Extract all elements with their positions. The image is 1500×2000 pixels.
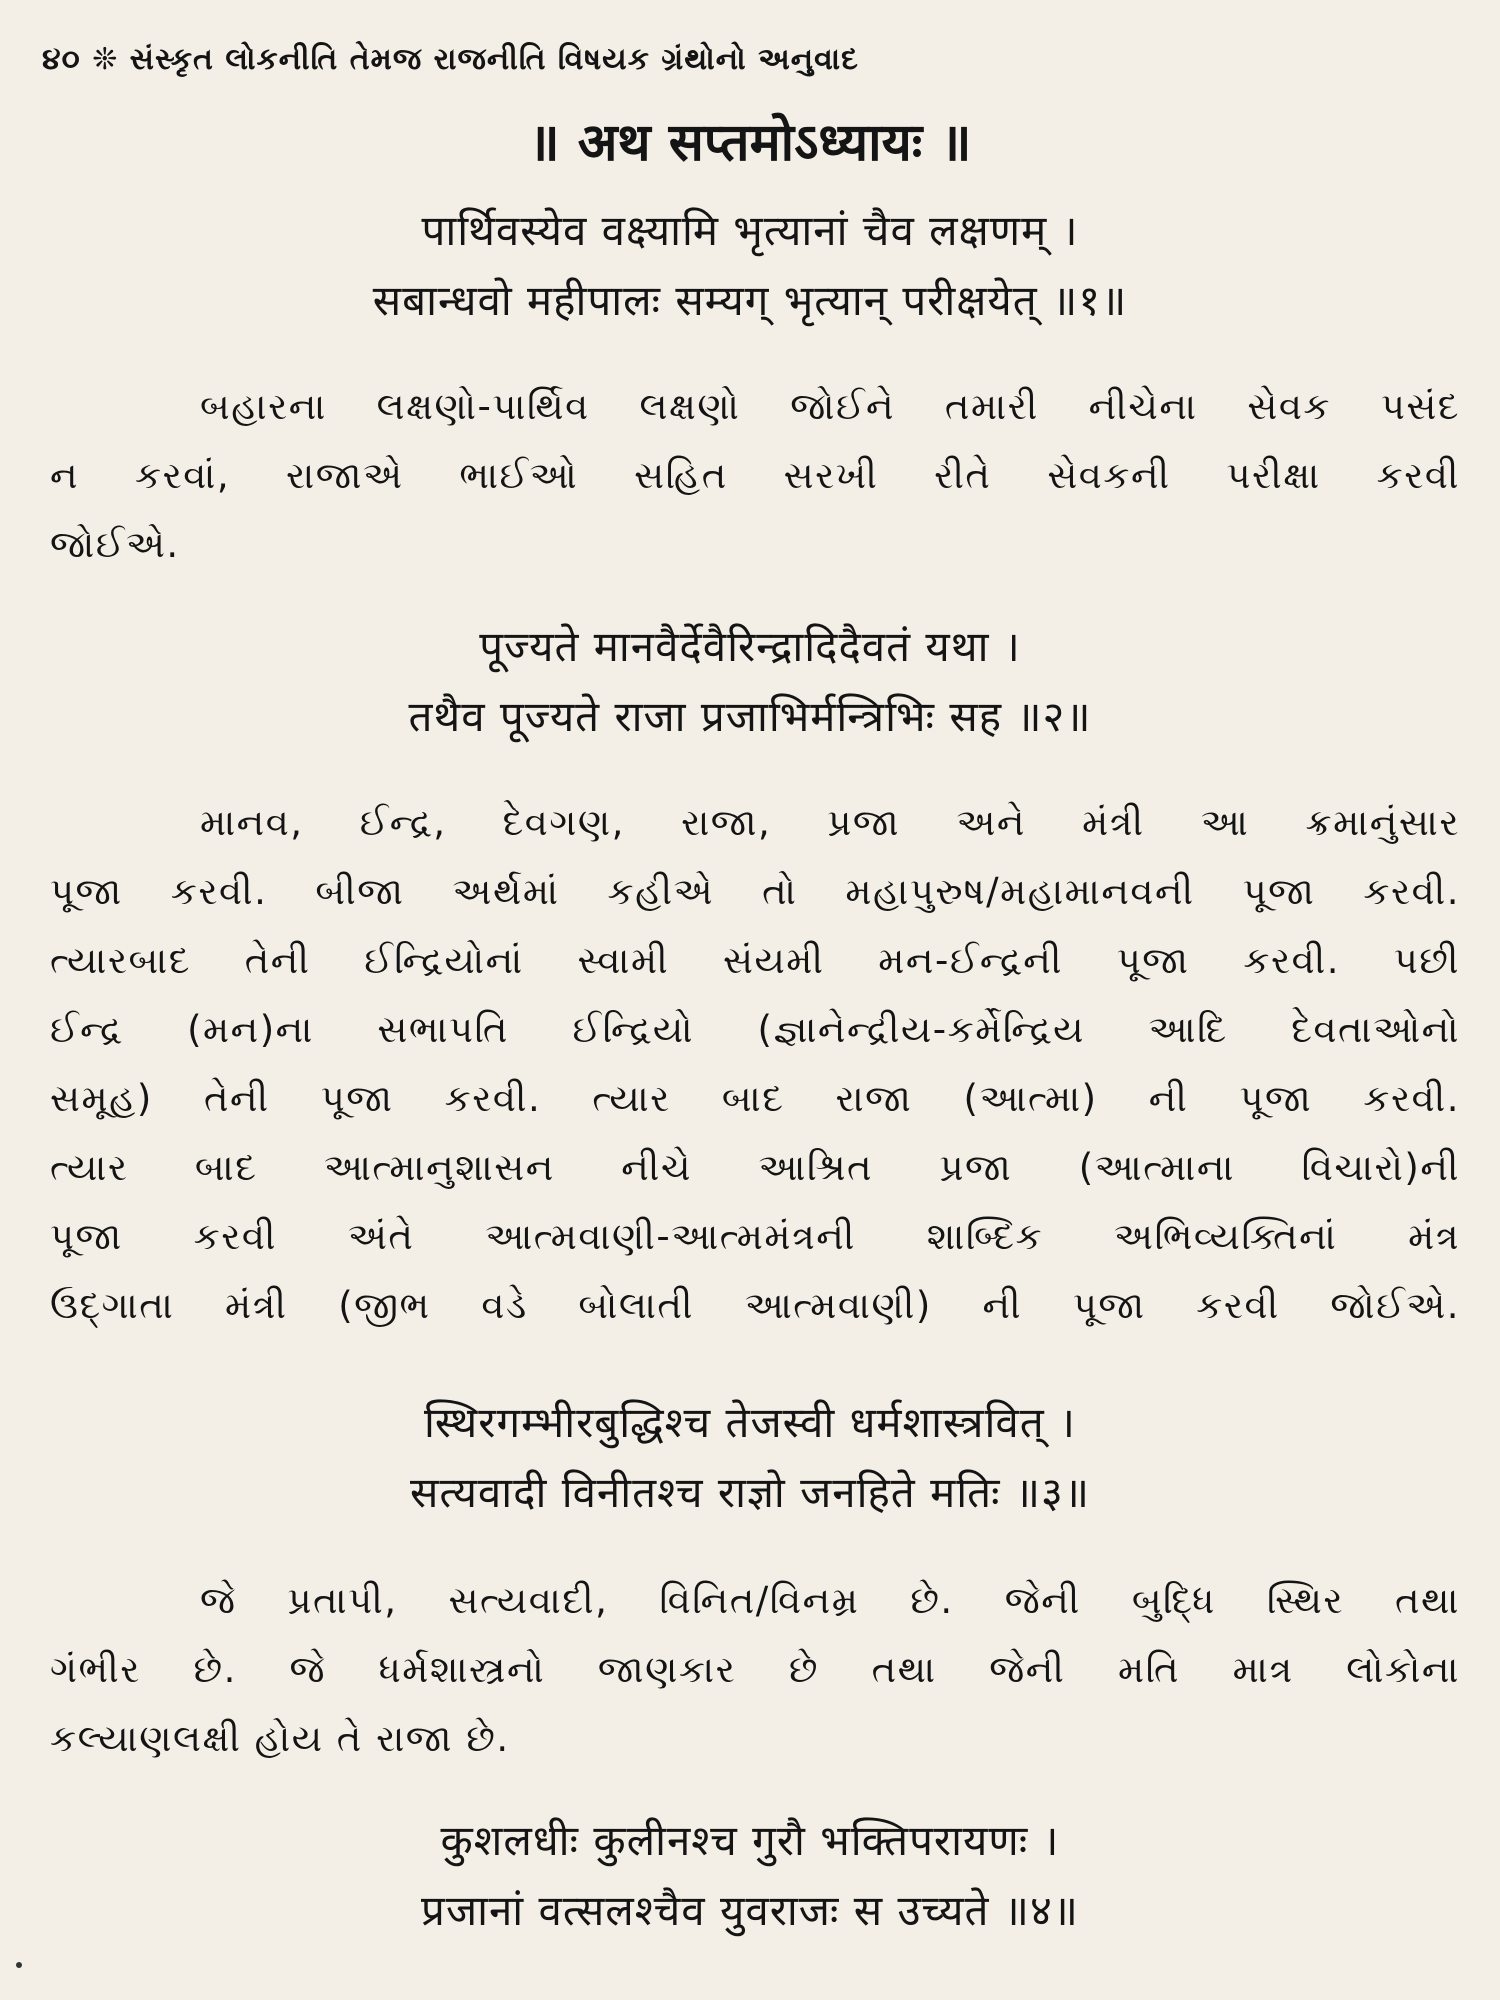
verse-2 bbox=[0, 612, 1500, 752]
verse-4-line-2: प्रजानां वत्सलश्चैव युवराजः स उच्यते ॥४॥ bbox=[421, 1886, 1079, 1935]
translation-1-line-2: ન કરવાં, રાજાએ ભાઈઓ સહિત સરખી રીતે સેવકની પરીક્ષા કરવી bbox=[50, 454, 1460, 497]
verse-3-line-2: सत्यवादी विनीतश्च राज्ञो जनहिते मतिः ॥३॥ bbox=[410, 1468, 1090, 1517]
translation-2-line-4: ઈન્દ્ર (મન)ના સભાપતિ ઈન્દ્રિયો (જ્ઞાનેન્દ્રીય-કર્મેન્દ્રિય આદિ દેવતાઓનો bbox=[50, 1008, 1460, 1051]
translation-2-line-7: પૂજા કરવી અંતે આત્મવાણી-આત્મમંત્રની શાબ્દિક અભિવ્યક્તિનાં મંત્ર bbox=[50, 1215, 1460, 1258]
translation-1-line-3: જોઈએ. bbox=[50, 523, 180, 566]
verse-1-line-1: पार्थिवस्येव वक्ष्यामि भृत्यानां चैव लक्षणम् । bbox=[421, 206, 1079, 255]
verse-4-line-1: कुशलधीः कुलीनश्च गुरौ भक्तिपरायणः । bbox=[440, 1816, 1060, 1865]
translation-1 bbox=[50, 372, 1460, 579]
translation-3-line-1: જે પ્રતાપી, સત્યવાદી, વિનિત/વિનમ્ર છે. જેની બુદ્ધિ સ્થિર તથા bbox=[200, 1579, 1460, 1622]
print-speck bbox=[16, 1962, 22, 1968]
translation-3 bbox=[50, 1566, 1460, 1773]
translation-3-line-2: ગંભીર છે. જે ધર્મશાસ્ત્રનો જાણકાર છે તથા જેની મતિ માત્ર લોકોના bbox=[50, 1648, 1460, 1691]
verse-1-line-2: सबान्धवो महीपालः सम्यग् भृत्यान् परीक्षयेत् ॥१॥ bbox=[372, 276, 1128, 325]
translation-2-line-1: માનવ, ઈન્દ્ર, દેવગણ, રાજા, પ્રજા અને મંત્રી આ ક્રમાનુંસાર bbox=[200, 801, 1460, 844]
translation-3-line-3: કલ્યાણલક્ષી હોય તે રાજા છે. bbox=[50, 1717, 510, 1760]
translation-2-line-6: ત્યાર બાદ આત્માનુશાસન નીચે આશ્રિત પ્રજા (આત્માના વિચારો)ની bbox=[50, 1146, 1460, 1189]
verse-2-line-2: तथैव पूज्यते राजा प्रजाभिर्मन्त्रिभिः सह ॥२॥ bbox=[408, 692, 1092, 741]
verse-2-line-1: पूज्यते मानवैर्देवैरिन्द्रादिदैवतं यथा । bbox=[479, 622, 1021, 671]
verse-1 bbox=[0, 196, 1500, 336]
translation-2-line-5: સમૂહ) તેની પૂજા કરવી. ત્યાર બાદ રાજા (આત્મા) ની પૂજા કરવી. bbox=[50, 1077, 1460, 1120]
verse-3-line-1: स्थिरगम्भीरबुद्धिश्च तेजस्वी धर्मशास्त्रवित् । bbox=[424, 1398, 1076, 1447]
translation-2-line-2: પૂજા કરવી. બીજા અર્થમાં કહીએ તો મહાપુરુષ/મહામાનવની પૂજા કરવી. bbox=[50, 870, 1460, 913]
running-header: ૪૦ ❊ સંસ્કૃત લોકનીતિ તેમજ રાજનીતિ વિષયક ગ્રંથોનો અનુવાદ bbox=[42, 42, 859, 77]
translation-2-line-3: ત્યારબાદ તેની ઈન્દ્રિયોનાં સ્વામી સંયમી મન-ઈન્દ્રની પૂજા કરવી. પછી bbox=[50, 939, 1460, 982]
verse-3 bbox=[0, 1388, 1500, 1528]
verse-4 bbox=[0, 1806, 1500, 1946]
translation-2 bbox=[50, 788, 1460, 1340]
chapter-title: ॥ अथ सप्तमोऽध्यायः ॥ bbox=[528, 112, 972, 173]
translation-1-line-1: બહારના લક્ષણો-પાર્થિવ લક્ષણો જોઈને તમારી નીચેના સેવક પસંદ bbox=[200, 385, 1460, 428]
translation-2-line-8: ઉદ્‌ગાતા મંત્રી (જીભ વડે બોલાતી આત્મવાણી) ની પૂજા કરવી જોઈએ. bbox=[50, 1284, 1460, 1327]
